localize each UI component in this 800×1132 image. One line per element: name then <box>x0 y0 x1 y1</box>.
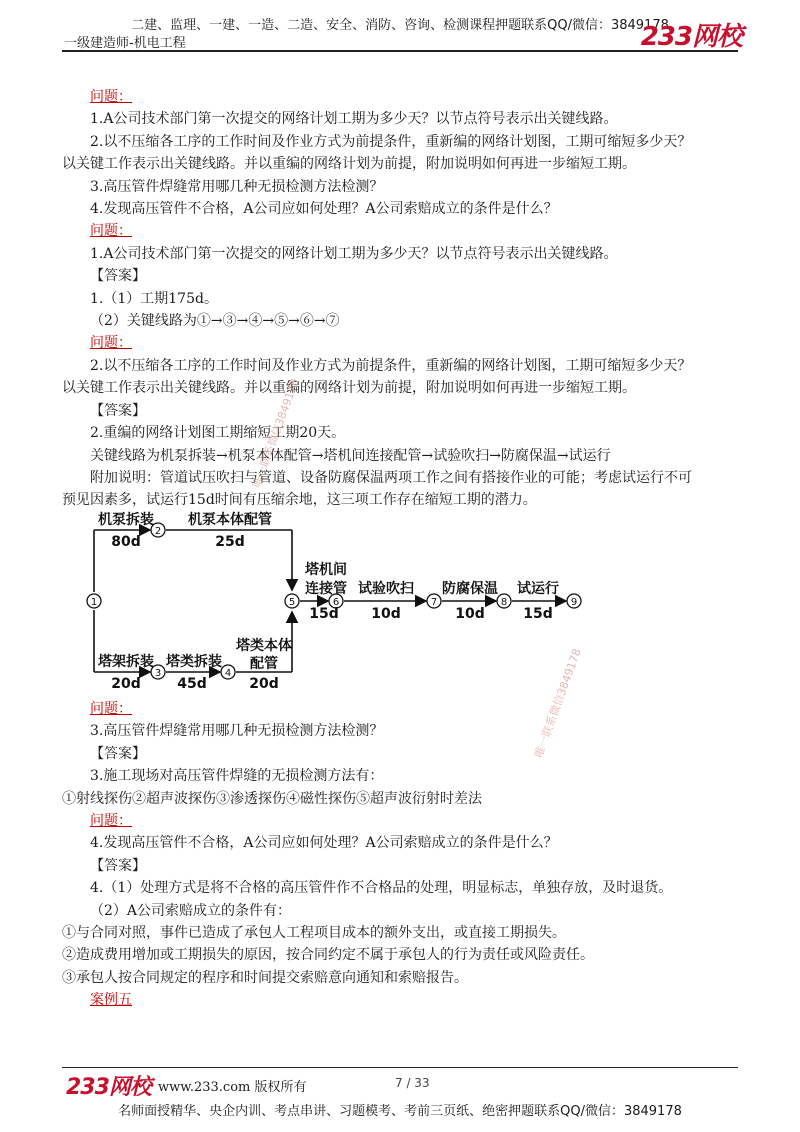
paragraph-line: 关键线路为机泵拆装→机泵本体配管→塔机间连接配管→试验吹扫→防腐保温→试运行 <box>90 447 611 464</box>
footer-site: www.233.com 版权所有 <box>158 1080 307 1095</box>
header-subtitle: 一级建造师-机电工程 <box>64 36 186 51</box>
paragraph-line: 以关键工作表示出关键线路。并以重编的网络计划为前提，附加说明如何再进一步缩短工期。 <box>62 156 636 173</box>
paragraph-line: 2.以不压缩各工序的工作时间及作业方式为前提条件，重新编的网络计划图，工期可缩短多少天？ <box>90 133 692 150</box>
footer-ad-line: 名师面授精华、央企内训、考点串讲、习题模考、考前三页纸、绝密押题联系QQ/微信：3849178 <box>118 1104 682 1119</box>
question-heading: 问题： <box>90 335 132 352</box>
page-number: 7 / 33 <box>395 1076 430 1090</box>
content-block-1 <box>62 86 740 512</box>
node-label-9: 9 <box>570 597 578 608</box>
paragraph-line: ③承包人按合同规定的程序和时间提交索赔意向通知和索赔报告。 <box>62 969 468 986</box>
node-label-5: 5 <box>288 597 296 608</box>
paragraph-line: 1.A公司技术部门第一次提交的网络计划工期为多少天？以节点符号表示出关键线路。 <box>90 111 618 128</box>
activity-c4: 试运行 <box>517 581 559 597</box>
paragraph-line: （2）A公司索赔成立的条件有： <box>90 902 292 919</box>
paragraph-line: （2）关键线路为①→③→④→⑤→⑥→⑦ <box>90 313 340 330</box>
paragraph-line: 【答案】 <box>90 402 146 419</box>
duration-c1: 15d <box>309 606 339 622</box>
question-heading: 问题： <box>90 223 132 240</box>
duration-c4: 15d <box>523 606 553 622</box>
activity-c3: 防腐保温 <box>442 581 498 597</box>
network-diagram <box>80 504 600 694</box>
activity-c1-line1: 塔机间 <box>305 562 347 578</box>
header-ad-line: 二建、监理、一建、一造、二造、安全、消防、咨询、检测课程押题联系QQ/微信：3849178 <box>131 18 669 33</box>
paragraph-line: 4.发现高压管件不合格，A公司应如何处理？A公司索赔成立的条件是什么？ <box>90 835 558 852</box>
activity-b1: 塔架拆装 <box>98 654 154 670</box>
paragraph-line: 3.施工现场对高压管件焊缝的无损检测方法有： <box>90 768 384 785</box>
paragraph-line: ①与合同对照，事件已造成了承包人工程项目成本的额外支出，或直接工期损失。 <box>62 925 566 942</box>
activity-c1-line2: 连接管 <box>305 581 347 597</box>
activity-b3-line2: 配管 <box>250 656 278 672</box>
paragraph-line: 4.（1）处理方式是将不合格的高压管件作不合格品的处理，明显标志，单独存放，及时退货。 <box>90 880 673 897</box>
paragraph-line: 4.发现高压管件不合格，A公司应如何处理？A公司索赔成立的条件是什么？ <box>90 201 558 218</box>
paragraph-line: 【答案】 <box>90 857 146 874</box>
paragraph-line: ①射线探伤②超声波探伤③渗透探伤④磁性探伤⑤超声波衍射时差法 <box>62 790 482 807</box>
paragraph-line: 3.高压管件焊缝常用哪几种无损检测方法检测？ <box>90 178 384 195</box>
paragraph-line: 1.A公司技术部门第一次提交的网络计划工期为多少天？以节点符号表示出关键线路。 <box>90 245 618 262</box>
paragraph-line: 1.（1）工期175d。 <box>90 290 218 307</box>
node-label-7: 7 <box>430 597 438 608</box>
watermark-1: 唯一联系微信3849178 <box>250 376 302 490</box>
node-label-6: 6 <box>332 597 340 608</box>
question-heading: 问题： <box>90 89 132 105</box>
paragraph-line: 以关键工作表示出关键线路。并以重编的网络计划为前提，附加说明如何再进一步缩短工期。 <box>62 380 636 397</box>
paragraph-line: 3.高压管件焊缝常用哪几种无损检测方法检测？ <box>90 723 384 740</box>
footer-divider <box>62 1067 738 1068</box>
network-diagram-svg <box>80 504 600 694</box>
duration-b3: 20d <box>249 676 279 692</box>
node-label-2: 2 <box>154 526 162 537</box>
paragraph-line: 附加说明：管道试压吹扫与管道、设备防腐保温两项工作之间有搭接作业的可能；考虑试运行不可 <box>90 469 692 486</box>
node-label-3: 3 <box>154 668 162 679</box>
activity-a2: 机泵本体配管 <box>188 512 272 528</box>
node-label-4: 4 <box>224 668 232 679</box>
node-label-1: 1 <box>90 597 98 608</box>
activity-c2: 试验吹扫 <box>358 581 414 597</box>
duration-a1: 80d <box>111 534 141 550</box>
question-heading: 问题： <box>90 813 132 830</box>
activity-a1: 机泵拆装 <box>98 512 154 528</box>
paragraph-line: 2.以不压缩各工序的工作时间及作业方式为前提条件，重新编的网络计划图，工期可缩短多少天？ <box>90 357 692 374</box>
activity-b2: 塔类拆装 <box>166 654 222 670</box>
question-heading: 问题： <box>90 701 132 717</box>
header-logo: 233网校 <box>640 22 742 52</box>
paragraph-line: 【答案】 <box>90 268 146 285</box>
content-block-2 <box>62 698 740 1012</box>
activity-b3-line1: 塔类本体 <box>236 638 292 654</box>
header-divider <box>62 50 738 52</box>
paragraph-line: 2.重编的网络计划图工期缩短工期20天。 <box>90 425 346 442</box>
paragraph-line: ②造成费用增加或工期损失的原因，按合同约定不属于承包人的行为责任或风险责任。 <box>62 947 594 964</box>
question-heading: 案例五 <box>90 992 132 1009</box>
duration-c2: 10d <box>371 606 401 622</box>
duration-b1: 20d <box>111 676 141 692</box>
footer-logo: 233网校 <box>66 1075 151 1100</box>
watermark-2: 唯一联系微信3849178 <box>532 646 584 760</box>
paragraph-line: 【答案】 <box>90 745 146 762</box>
paragraph-line: 预见因素多，试运行15d时间有压缩余地，这三项工作存在缩短工期的潜力。 <box>62 492 537 509</box>
node-label-8: 8 <box>500 597 508 608</box>
duration-a2: 25d <box>215 534 245 550</box>
duration-c3: 10d <box>455 606 485 622</box>
duration-b2: 45d <box>177 676 207 692</box>
